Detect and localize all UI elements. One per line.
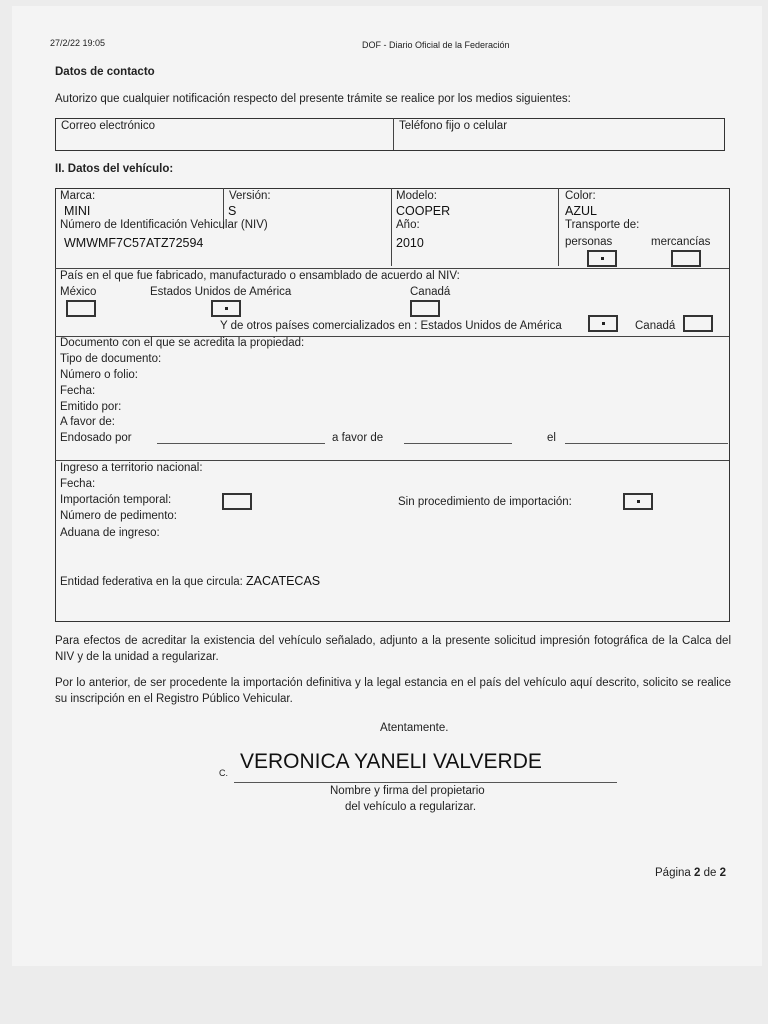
page-total: 2 — [719, 867, 727, 879]
transporte-label: Transporte de: — [565, 219, 640, 231]
page-de: de — [703, 867, 717, 879]
mercancias-label: mercancías — [651, 236, 711, 248]
importacion-temporal-checkbox[interactable] — [222, 493, 252, 510]
endosado-line[interactable] — [157, 443, 325, 444]
otros-usa-checkbox[interactable] — [588, 315, 618, 332]
contact-title: Datos de contacto — [55, 66, 155, 78]
sin-procedimiento-checkbox[interactable] — [623, 493, 653, 510]
signer-name: VERONICA YANELI VALVERDE — [240, 750, 542, 773]
contact-divider — [393, 118, 394, 150]
numero-folio-label: Número o folio: — [60, 369, 138, 381]
vehicle-table — [55, 188, 730, 622]
aduana-label: Aduana de ingreso: — [60, 527, 160, 539]
contact-table — [55, 118, 725, 151]
ingreso-title: Ingreso a territorio nacional: — [60, 462, 203, 474]
entidad-value[interactable]: ZACATECAS — [246, 574, 321, 588]
checkbox-mark — [602, 322, 605, 325]
mexico-label: México — [60, 286, 97, 298]
phone-field-label[interactable]: Teléfono fijo o celular — [399, 120, 508, 132]
page-number — [655, 867, 726, 879]
otros-paises-label: Y de otros países comercializados en : Estados Unidos de América — [220, 320, 562, 332]
personas-label: personas — [565, 236, 613, 248]
version-label: Versión: — [229, 190, 271, 202]
otros-canada-checkbox[interactable] — [683, 315, 713, 332]
canada-label: Canadá — [410, 286, 451, 298]
page-prefix: Página — [655, 867, 691, 879]
form-page — [12, 6, 762, 966]
entidad-federativa-field — [60, 574, 320, 588]
vehicle-section-title: II. Datos del vehículo: — [55, 163, 174, 175]
el-line[interactable] — [565, 443, 728, 444]
otros-canada-label: Canadá — [635, 320, 676, 332]
afavor-de-label: a favor de — [332, 432, 384, 444]
importacion-temporal-label: Importación temporal: — [60, 494, 172, 506]
afavor-de-line[interactable] — [404, 443, 512, 444]
checkbox-mark — [601, 257, 604, 260]
usa-label: Estados Unidos de América — [150, 286, 292, 298]
mexico-checkbox[interactable] — [66, 300, 96, 317]
request-paragraph: Por lo anterior, de ser procedente la importación definitiva y la legal estancia en el país del vehículo aquí descrito, solicito se realice su inscripción en el Registro Público Vehicular. — [55, 677, 731, 705]
firma-caption-2: del vehículo a regularizar. — [345, 801, 477, 813]
tipo-documento-label: Tipo de documento: — [60, 353, 162, 365]
niv-value[interactable]: WMWMF7C57ATZ72594 — [64, 236, 204, 250]
grid-line — [55, 460, 729, 461]
endosado-label: Endosado por — [60, 432, 132, 444]
print-datetime: 27/2/22 19:05 — [50, 38, 106, 48]
version-value[interactable]: S — [228, 204, 237, 218]
sin-procedimiento-label: Sin procedimiento de importación: — [398, 496, 572, 508]
emitido-label: Emitido por: — [60, 401, 122, 413]
atentamente: Atentamente. — [380, 722, 449, 734]
contact-intro: Autorizo que cualquier notificación respecto del presente trámite se realice por los medios siguientes: — [55, 93, 571, 105]
source-header: DOF - Diario Oficial de la Federación — [362, 40, 510, 50]
niv-label: Número de Identificación Vehicular (NIV) — [60, 219, 268, 231]
marca-value[interactable]: MINI — [64, 204, 91, 218]
email-field-label[interactable]: Correo electrónico — [61, 120, 155, 132]
usa-checkbox[interactable] — [211, 300, 241, 317]
anio-value[interactable]: 2010 — [396, 236, 424, 250]
documento-title: Documento con el que se acredita la propiedad: — [60, 337, 305, 349]
modelo-label: Modelo: — [396, 190, 437, 202]
grid-line — [391, 188, 392, 266]
el-label: el — [547, 432, 556, 444]
grid-line — [558, 188, 559, 266]
page-current: 2 — [694, 867, 701, 879]
marca-label: Marca: — [60, 190, 96, 202]
color-value[interactable]: AZUL — [565, 204, 597, 218]
modelo-value[interactable]: COOPER — [396, 204, 451, 218]
grid-line — [55, 268, 729, 269]
c-prefix: C. — [219, 768, 228, 778]
pais-label: País en el que fue fabricado, manufacturado o ensamblado de acuerdo al NIV: — [60, 270, 460, 282]
anio-label: Año: — [396, 219, 420, 231]
color-label: Color: — [565, 190, 596, 202]
entidad-label: Entidad federativa en la que circula: — [60, 576, 243, 588]
afavor-label: A favor de: — [60, 416, 115, 428]
ingreso-fecha-label: Fecha: — [60, 478, 96, 490]
mercancias-checkbox[interactable] — [671, 250, 701, 267]
personas-checkbox[interactable] — [587, 250, 617, 267]
attach-paragraph: Para efectos de acreditar la existencia del vehículo señalado, adjunto a la presente solicitud impresión fotográfica de la Calca del NIV y de la unidad a regularizar. — [55, 635, 731, 663]
signature-line — [234, 782, 617, 783]
documento-fecha-label: Fecha: — [60, 385, 96, 397]
canada-checkbox[interactable] — [410, 300, 440, 317]
firma-caption-1: Nombre y firma del propietario — [330, 785, 485, 797]
checkbox-mark — [225, 307, 228, 310]
pedimento-label: Número de pedimento: — [60, 510, 177, 522]
checkbox-mark — [637, 500, 640, 503]
